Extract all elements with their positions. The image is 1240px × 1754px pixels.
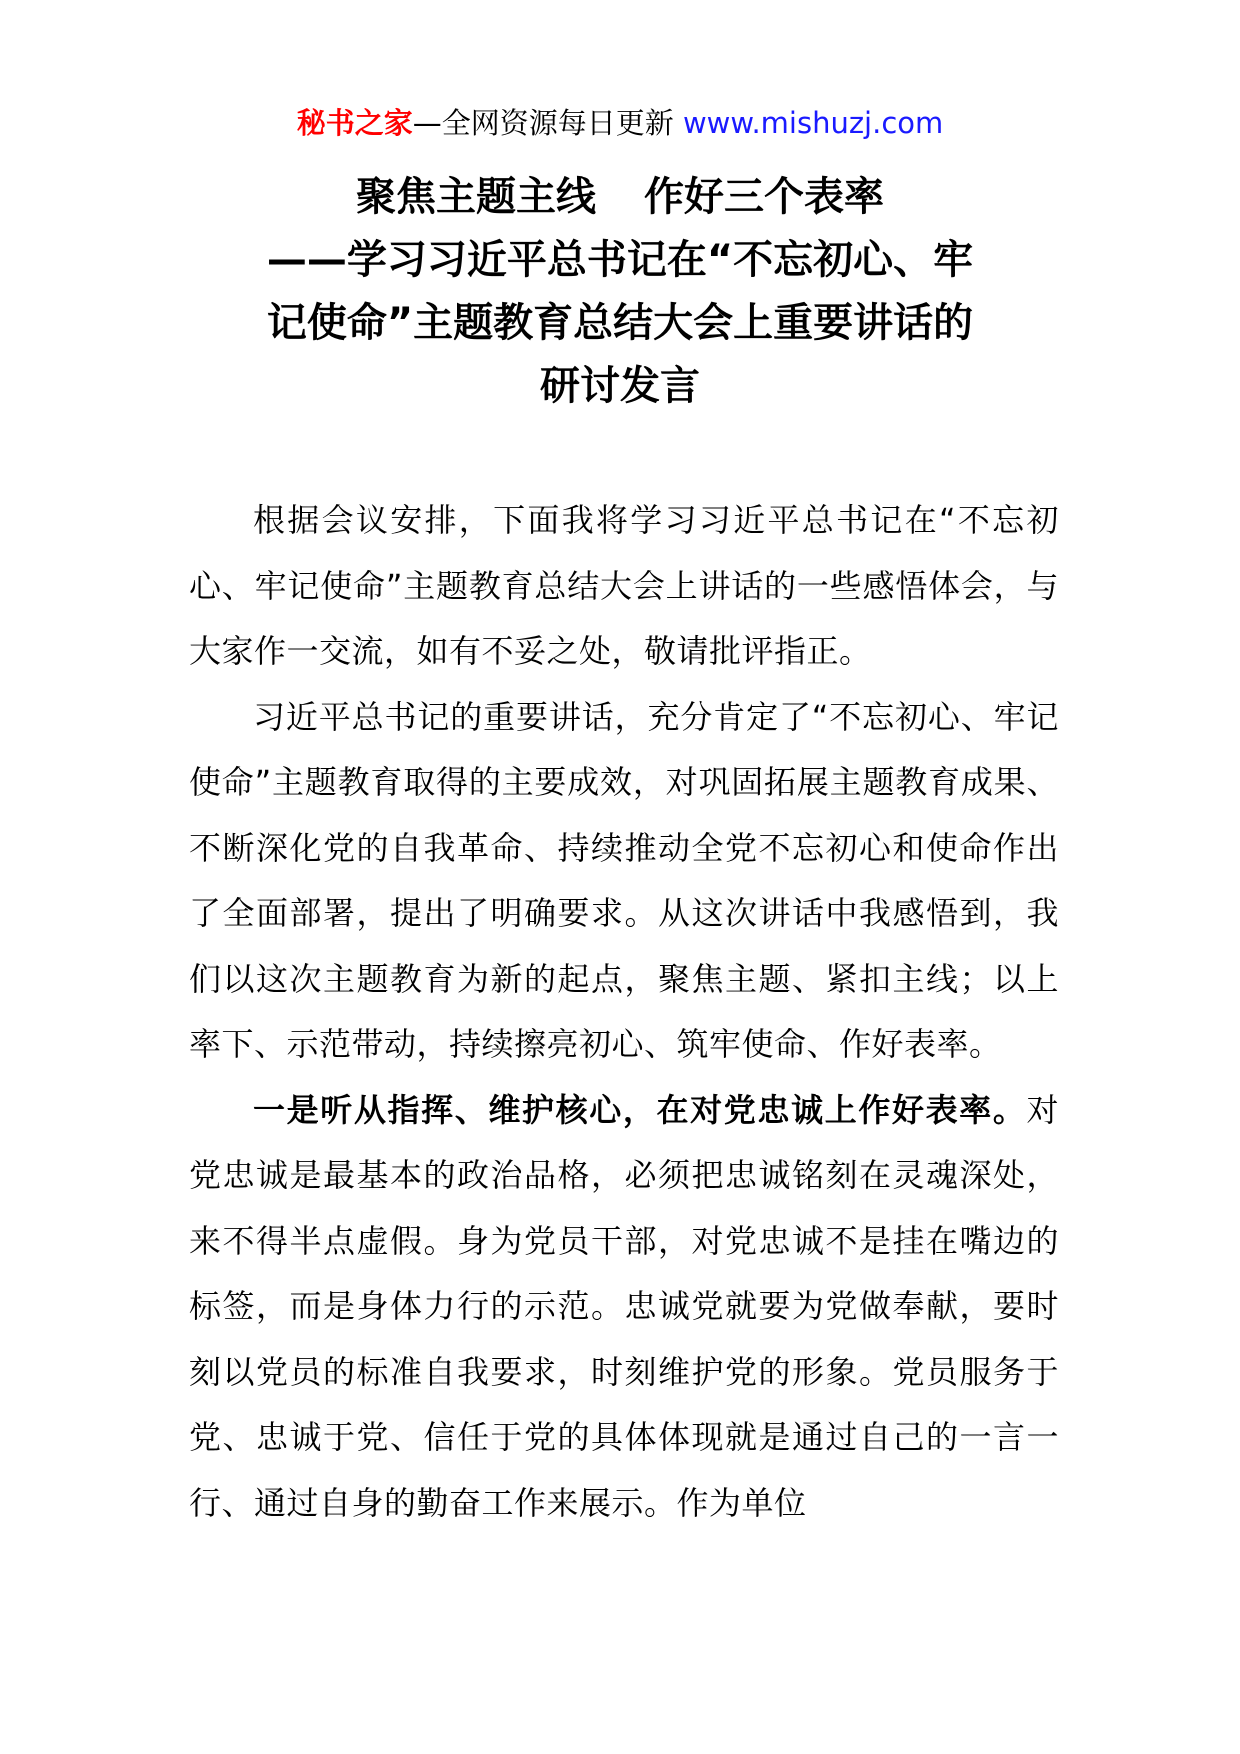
subtitle-line-2: 记使命”主题教育总结大会上重要讲话的	[266, 300, 974, 346]
site-url-link[interactable]: www.mishuzj.com	[682, 106, 944, 140]
document-title	[170, 166, 1070, 418]
site-slogan: —全网资源每日更新	[412, 106, 674, 140]
paragraph-3	[189, 1078, 1059, 1537]
main-title	[170, 166, 1070, 229]
paragraph-1: 根据会议安排，下面我将学习习近平总书记在“不忘初心、牢记使命”主题教育总结大会上讲话的一些感悟体会，与大家作一交流，如有不妥之处，敬请批评指正。	[189, 501, 1059, 670]
main-title-left: 聚焦主题主线	[356, 174, 596, 220]
site-name: 秘书之家	[296, 106, 413, 140]
paragraph-3-text: 对党忠诚是最基本的政治品格，必须把忠诚铭刻在灵魂深处，来不得半点虚假。身为党员干部，对党忠诚不是挂在嘴边的标签，而是身体力行的示范。忠诚党就要为党做奉献，要时刻以党员的标准自我要求，时刻维护党的形象。党员服务于党、忠诚于党、信任于党的具体体现就是通过自己的一言一行、通过自身的勤奋工作来展示。作为单位	[189, 1090, 1059, 1522]
document-body	[189, 488, 1059, 1536]
subtitle-line-3: 研讨发言	[540, 363, 700, 409]
subtitle-line-1: ——学习习近平总书记在“不忘初心、牢	[266, 237, 974, 283]
site-header	[0, 103, 1240, 143]
paragraph-3-lead: 一是听从指挥、维护核心，在对党忠诚上作好表率。	[253, 1090, 1027, 1129]
main-title-right: 作好三个表率	[644, 174, 884, 220]
paragraph-2: 习近平总书记的重要讲话，充分肯定了“不忘初心、牢记使命”主题教育取得的主要成效，对巩固拓展主题教育成果、不断深化党的自我革命、持续推动全党不忘初心和使命作出了全面部署，提出了明确要求。从这次讲话中我感悟到，我们以这次主题教育为新的起点，聚焦主题、紧扣主线；以上率下、示范带动，持续擦亮初心、筑牢使命、作好表率。	[189, 697, 1059, 1063]
